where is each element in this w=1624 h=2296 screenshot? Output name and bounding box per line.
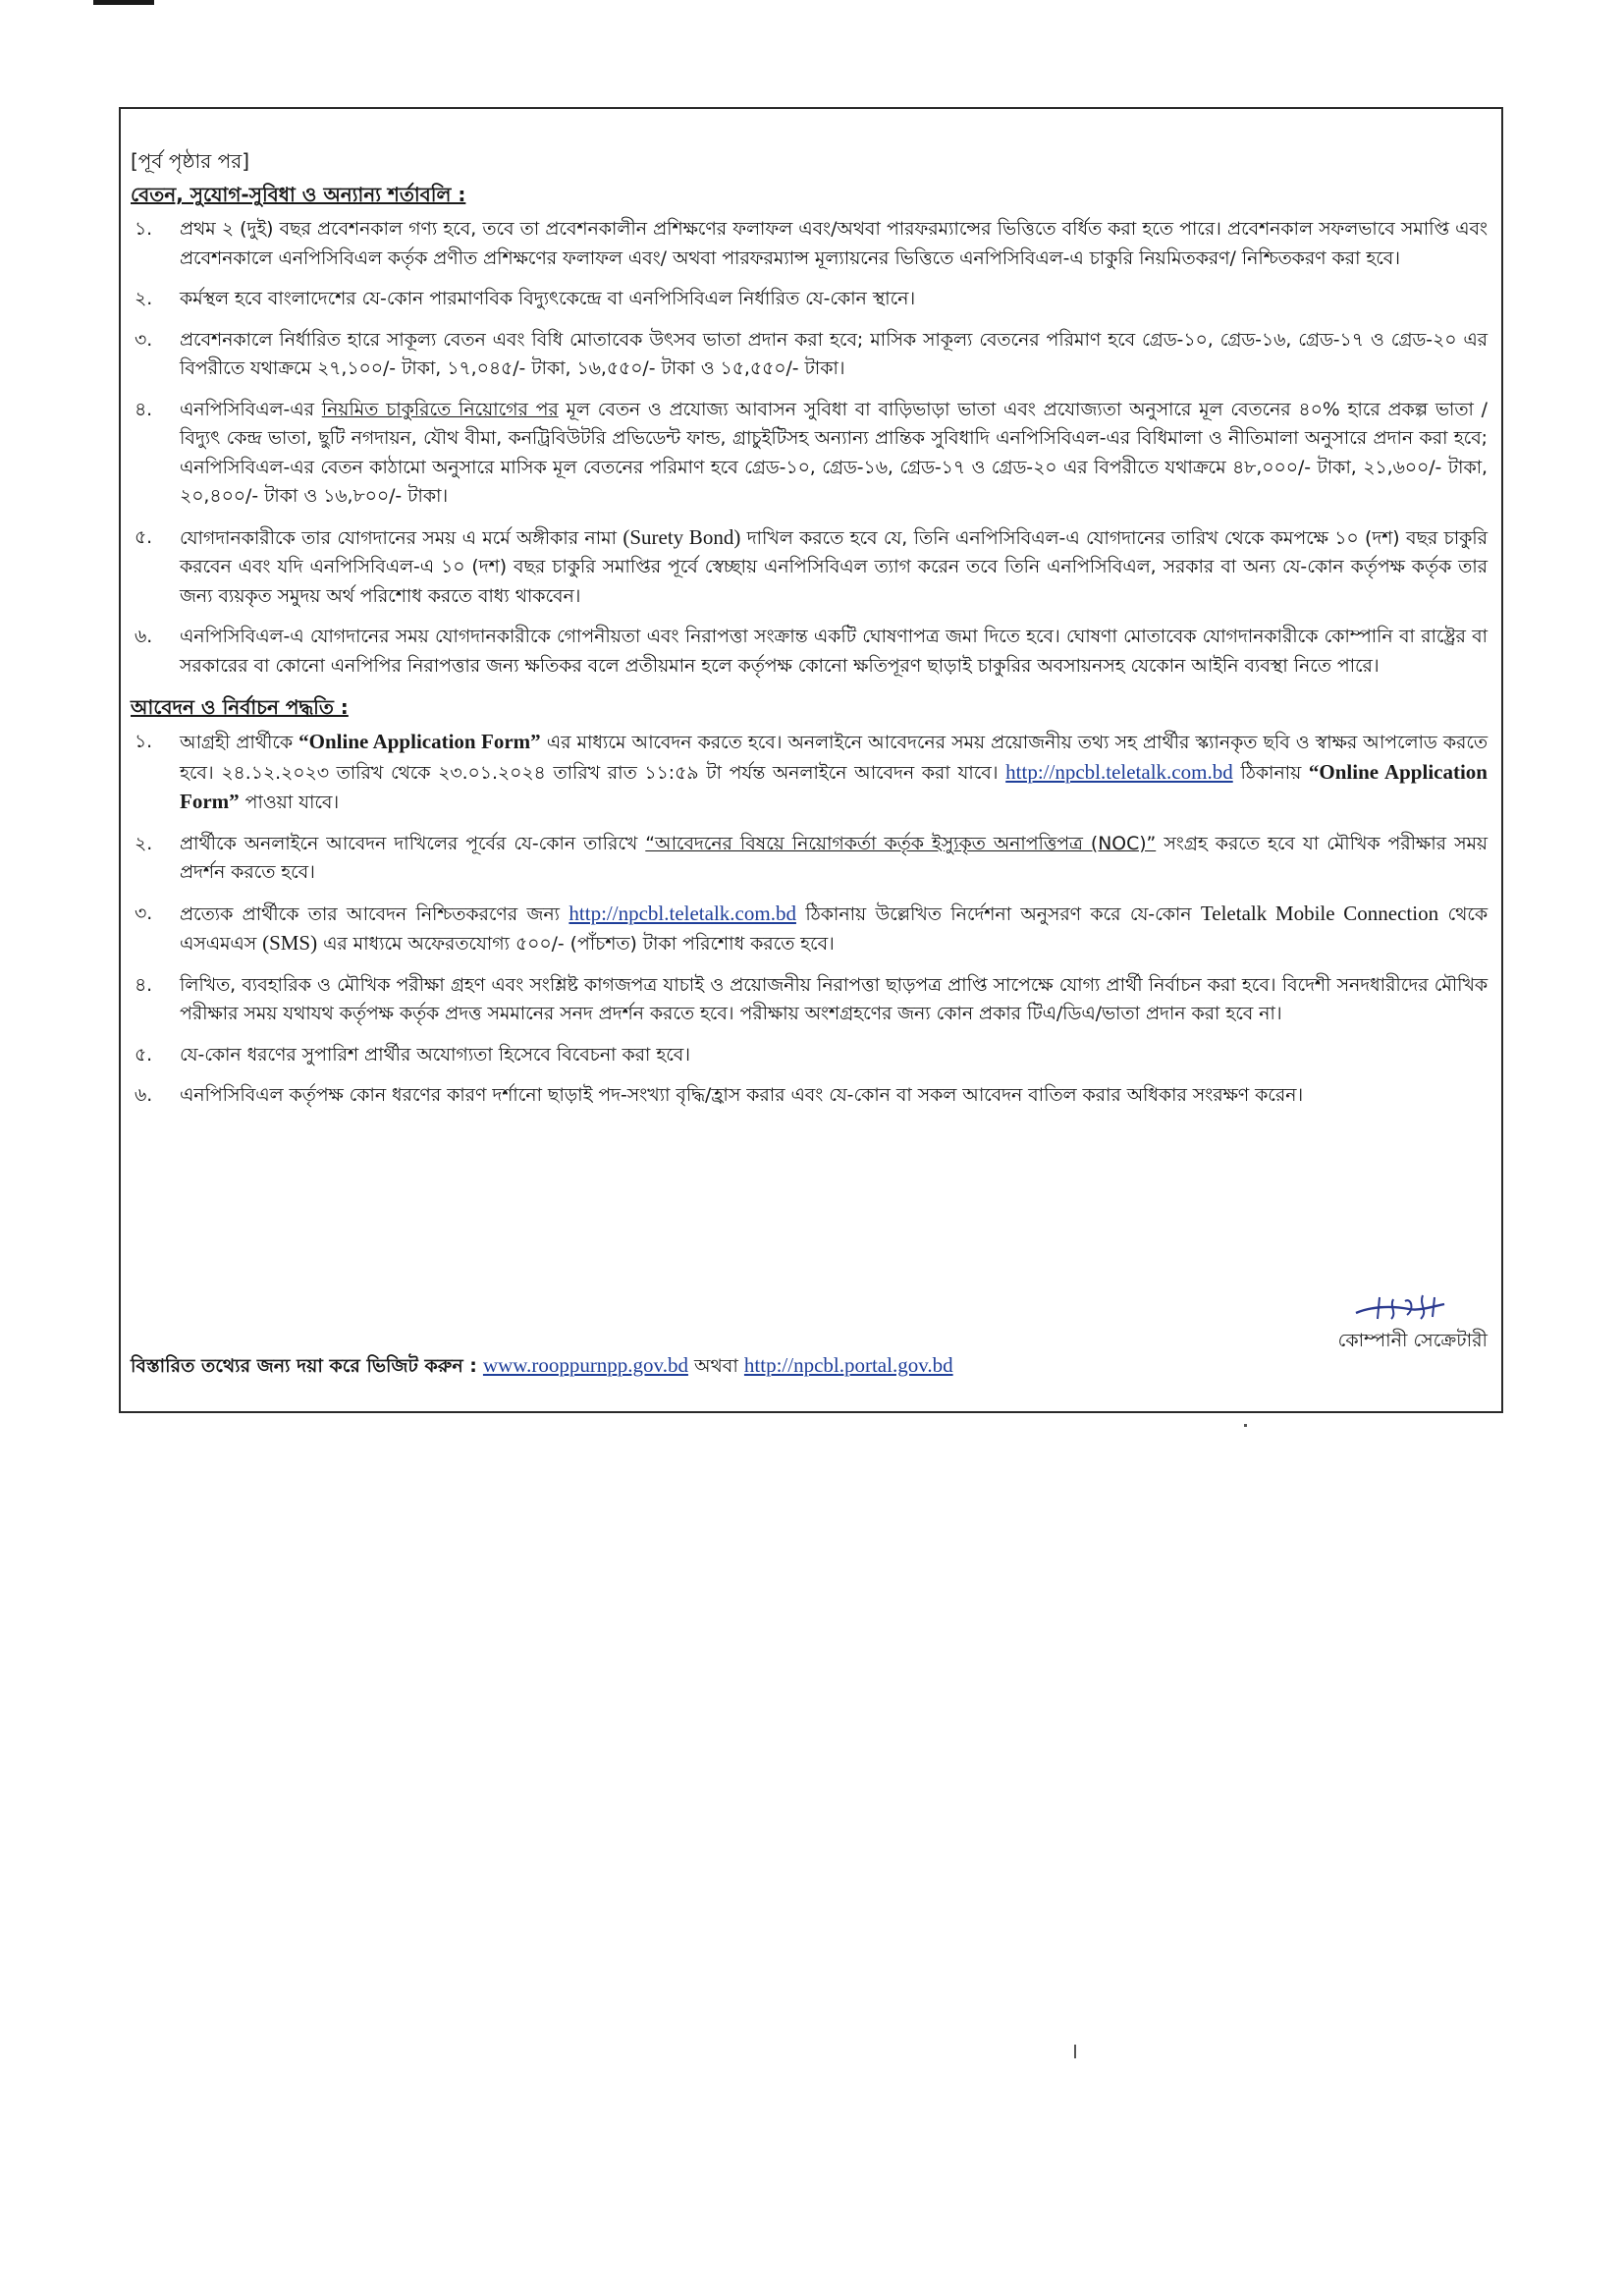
item-number: ৫.: [135, 526, 153, 548]
item-text: [180, 396, 1488, 512]
list-item: [131, 830, 1488, 888]
scan-corner-mark: [93, 0, 154, 5]
item-number: ৪.: [135, 399, 153, 420]
english-term: (Surety Bond): [623, 524, 741, 549]
text-segment: থেকে এসএমএস: [180, 903, 1488, 955]
salary-terms-list: [131, 215, 1488, 681]
item-text: এনপিসিবিএল কর্তৃপক্ষ কোন ধরণের কারণ দর্শানো ছাড়াই পদ-সংখ্যা বৃদ্ধি/হ্রাস করার এবং যে-কোন বা সকল আবেদন বাতিল করার অধিকার সংরক্ষণ করেন।: [180, 1085, 1304, 1106]
text-segment: আগ্রহী প্রার্থীকে: [180, 733, 299, 753]
item-number: ২.: [135, 833, 153, 854]
list-item: [131, 1041, 1488, 1070]
section-application-title: আবেদন ও নির্বাচন পদ্ধতি :: [131, 695, 349, 719]
form-name: “Online Application Form”: [298, 730, 541, 753]
item-number: ৩.: [135, 902, 153, 924]
list-item: [131, 728, 1488, 818]
signature-block: [1291, 1287, 1488, 1354]
scan-speck: [1244, 1424, 1247, 1427]
text-segment: ঠিকানায় উল্লেখিত নির্দেশনা অনুসরণ করে যে-কোন: [795, 903, 1201, 925]
scan-speck: [1074, 2045, 1076, 2058]
npcbl-portal-link[interactable]: http://npcbl.portal.gov.bd: [743, 1353, 953, 1377]
item-text: প্রথম ২ (দুই) বছর প্রবেশনকাল গণ্য হবে, তবে তা প্রবেশনকালীন প্রশিক্ষণের ফলাফল এবং/অথবা পারফরম্যান্সের ভিত্তিতে বর্ধিত করা হতে পারে। প্রবেশনকাল সফলভাবে সমাপ্তি এবং প্রবেশনকালে এনপিসিবিএল কর্তৃক প্রণীত প্রশিক্ষণের ফলাফল এবং/ অথবা পারফরম্যান্স মূল্যায়নের ভিত্তিতে এনপিসিবিএল-এ চাকুরি নিয়মিতকরণ/ নিশ্চিতকরণ করা হবে।: [180, 219, 1488, 269]
english-term: (SMS): [262, 931, 318, 955]
list-item: [131, 1081, 1488, 1111]
list-item: [131, 623, 1488, 681]
form-name: “Online Application Form”: [180, 759, 1488, 813]
teletalk-link[interactable]: http://npcbl.teletalk.com.bd: [568, 901, 796, 925]
list-item: [131, 215, 1488, 273]
item-text: [180, 728, 1488, 818]
item-number: ৫.: [135, 1044, 153, 1066]
text-segment: মূল বেতন ও প্রযোজ্য আবাসন সুবিধা বা বাড়িভাড়া ভাতা এবং প্রযোজ্যতা অনুসারে মূল বেতনের ৪০% হারে প্রকল্প ভাতা / বিদ্যুৎ কেন্দ্র ভাতা, ছুটি নগদায়ন, যৌথ বীমা, কনট্রিবিউটরি প্রভিডেন্ট ফান্ড, গ্রাচুইটিসহ অন্যান্য প্রান্তিক সুবিধাদি এনপিসিবিএল-এর বিধিমালা ও নীতিমালা অনুসারে প্রদান করা হবে; এনপিসিবিএল-এর বেতন কাঠামো অনুসারে মাসিক মূল বেতনের পরিমাণ হবে গ্রেড-১০, গ্রেড-১৬, গ্রেড-১৭ ও গ্রেড-২০ এর বিপরীতে যথাক্রমে ৪৮,০০০/- টাকা, ২১,৬০০/- টাকা, ২০,৪০০/- টাকা ও ১৬,৮০০/- টাকা।: [180, 399, 1489, 507]
footer-line: [131, 1350, 953, 1381]
handwritten-signature: [1350, 1287, 1458, 1327]
application-terms-list: [131, 728, 1488, 1111]
list-item: [131, 326, 1488, 384]
text-segment: যোগদানকারীকে তার যোগদানের সময় এ মর্মে অঙ্গীকার নামা: [180, 527, 623, 549]
item-text: লিখিত, ব্যবহারিক ও মৌখিক পরীক্ষা গ্রহণ এবং সংশ্লিষ্ট কাগজপত্র যাচাই ও প্রয়োজনীয় নিরাপত্তা ছাড়পত্র প্রাপ্তি সাপেক্ষে যোগ্য প্রার্থী নির্বাচন করা হবে। বিদেশী সনদধারীদের মৌখিক পরীক্ষার সময় যথাযথ কর্তৃপক্ষ কর্তৃক প্রদত্ত সমমানের সনদ প্রদর্শন করতে হবে। পরীক্ষায় অংশগ্রহণের জন্য কোন প্রকার টিএ/ডিএ/ভাতা প্রদান করা হবে না।: [180, 974, 1488, 1024]
text-segment: পাওয়া যাবে।: [239, 793, 340, 813]
item-number: ৩.: [135, 329, 153, 351]
item-text: এনপিসিবিএল-এ যোগদানের সময় যোগদানকারীকে গোপনীয়তা এবং নিরাপত্তা সংক্রান্ত একটি ঘোষণাপত্র জমা দিতে হবে। ঘোষণা মোতাবেক যোগদানকারীকে কোম্পানি বা রাষ্ট্রের বা সরকারের বা কোনো এনপিপির নিরাপত্তার জন্য ক্ষতিকর বলে প্রতীয়মান হলে কর্তৃপক্ষ কোনো ক্ষতিপূরণ ছাড়াই চাকুরির অবসায়নসহ যেকোন আইনি ব্যবস্থা নিতে পারে।: [180, 627, 1488, 677]
item-text: কর্মস্থল হবে বাংলাদেশের যে-কোন পারমাণবিক বিদ্যুৎকেন্দ্রে বা এনপিসিবিএল নির্ধারিত যে-কোন স্থানে।: [180, 289, 916, 309]
rooppur-website-link[interactable]: www.rooppurnpp.gov.bd: [482, 1353, 688, 1377]
teletalk-link[interactable]: http://npcbl.teletalk.com.bd: [1005, 759, 1233, 784]
item-number: ১.: [135, 219, 153, 240]
notice-frame: [119, 107, 1503, 1413]
item-number: ৬.: [135, 1085, 153, 1106]
text-segment: এর মাধ্যমে অফেরতযোগ্য ৫০০/- (পাঁচশত) টাকা পরিশোধ করতে হবে।: [317, 934, 835, 955]
text-segment: দাখিল করতে হবে যে, তিনি এনপিসিবিএল-এ যোগদানের তারিখ থেকে কমপক্ষে ১০ (দশ) বছর চাকুরি করবেন এবং যদি এনপিসিবিএল-এ ১০ (দশ) বছর চাকুরি সমাপ্তির পূর্বে স্বেচ্ছায় এনপিসিবিএল ত্যাগ করেন তবে তিনি এনপিসিবিএল, সরকার বা অন্য যে-কোন কর্তৃপক্ষ কর্তৃক তার জন্য ব্যয়কৃত সমুদয় অর্থ পরিশোধ করতে বাধ্য থাকবেন।: [180, 527, 1488, 607]
noc-phrase: “আবেদনের বিষয়ে নিয়োগকর্তা কর্তৃক ইস্যুকৃত অনাপত্তিপত্র (NOC)”: [645, 833, 1157, 854]
list-item: [131, 900, 1488, 959]
english-term: Teletalk Mobile Connection: [1200, 901, 1439, 925]
list-item: [131, 285, 1488, 314]
section-salary-title: বেতন, সুযোগ-সুবিধা ও অন্যান্য শর্তাবলি :: [131, 183, 466, 206]
item-number: ১.: [135, 732, 153, 752]
text-segment: এনপিসিবিএল-এর: [180, 399, 322, 420]
item-number: ২.: [135, 289, 153, 309]
item-text: [180, 830, 1488, 888]
footer-or: অথবা: [694, 1355, 738, 1377]
item-text: প্রবেশনকালে নির্ধারিত হারে সাকূল্য বেতন এবং বিধি মোতাবেক উৎসব ভাতা প্রদান করা হবে; মাসিক সাকূল্য বেতনের পরিমাণ হবে গ্রেড-১০, গ্রেড-১৬, গ্রেড-১৭ ও গ্রেড-২০ এর বিপরীতে যথাক্রমে ২৭,১০০/- টাকা, ১৭,০৪৫/- টাকা, ১৬,৫৫০/- টাকা ও ১৫,৫৫০/- টাকা।: [180, 329, 1488, 379]
continued-note: [পূর্ব পৃষ্ঠার পর]: [131, 149, 250, 173]
text-segment: প্রার্থীকে অনলাইনে আবেদন দাখিলের পূর্বের যে-কোন তারিখে: [180, 833, 646, 854]
item-number: ৬.: [135, 627, 153, 647]
list-item: [131, 971, 1488, 1029]
underlined-phrase: নিয়মিত চাকুরিতে নিয়োগের পর: [321, 399, 559, 420]
text-segment: প্রত্যেক প্রার্থীকে তার আবেদন নিশ্চিতকরণের জন্য: [180, 903, 569, 925]
item-number: ৪.: [135, 974, 153, 996]
signatory-title: কোম্পানী সেক্রেটারী: [1337, 1330, 1488, 1351]
list-item: [131, 523, 1488, 612]
list-item: [131, 396, 1488, 512]
item-text: [180, 900, 1488, 959]
text-segment: সংগ্রহ করতে হবে যা মৌখিক পরীক্ষার সময় প্রদর্শন করতে হবে।: [180, 833, 1488, 883]
item-text: [180, 523, 1488, 612]
footer-label: বিস্তারিত তথ্যের জন্য দয়া করে ভিজিট করুন :: [131, 1355, 477, 1377]
text-segment: ঠিকানায়: [1232, 762, 1309, 784]
item-text: যে-কোন ধরণের সুপারিশ প্রার্থীর অযোগ্যতা হিসেবে বিবেচনা করা হবে।: [180, 1044, 690, 1066]
text-segment: এর মাধ্যমে আবেদন করতে হবে। অনলাইনে আবেদনের সময় প্রয়োজনীয় তথ্য সহ প্রার্থীর স্ক্যানকৃত ছবি ও স্বাক্ষর আপলোড করতে হবে। ২৪.১২.২০২৩ তারিখ থেকে ২৩.০১.২০২৪ তারিখ রাত ১১:৫৯ টা পর্যন্ত অনলাইনে আবেদন করা যাবে।: [180, 733, 1488, 784]
